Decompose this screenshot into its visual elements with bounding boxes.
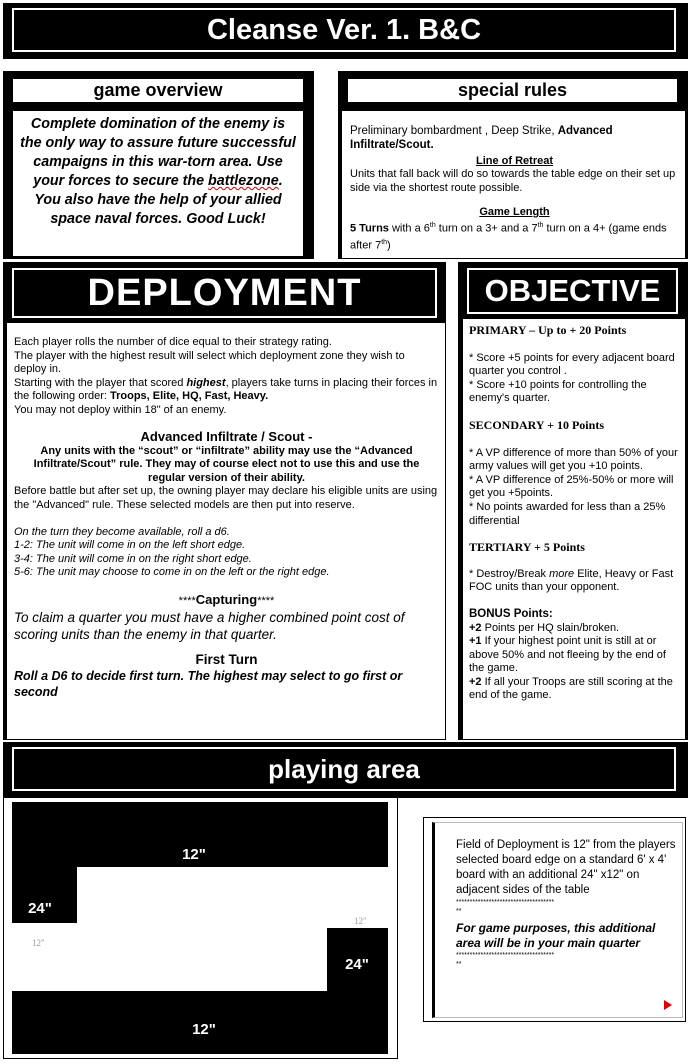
special-heading [347,78,678,103]
playing-area-map [3,797,398,1059]
deployment-heading [12,268,437,318]
label-right: 24" [345,956,369,973]
page-title [12,8,676,52]
tertiary-1: * Destroy/Break more Elite, Heavy or Fast FOC units than your opponent. [469,567,674,594]
label-bottom: 12" [192,1021,216,1038]
bonus-3: +2 If all your Troops are still scoring at the end of the game. [469,675,673,702]
page-title-text: Cleanse Ver. 1. B&C [206,13,482,46]
info-box [423,817,686,1022]
overview-box [12,110,304,257]
info-text: Field of Deployment is 12" from the players selected board edge on a standard 6' x 4' board with an additional 24" x12" on adjacent sides of the table [456,839,676,896]
first-turn-heading: First Turn [195,651,258,667]
length-text: 5 Turns with a 6th turn on a 3+ and a 7th turn on a 4+ (game ends after 7th) [350,222,667,252]
primary-title: PRIMARY – Up to + 20 Points [469,323,627,337]
secondary-2: * A VP difference of 25%-50% or more will get you +5points. [469,473,674,500]
info-box-content [456,838,678,969]
label-top: 12" [182,846,206,863]
special-heading-text: special rules [457,80,568,100]
overview-heading-text: game overview [93,80,223,100]
secondary-title: SECONDARY + 10 Points [469,417,604,432]
primary-2: * Score +10 points for controlling the enemy's quarter. [469,378,647,405]
deploy-p3: Starting with the player that scored highest, players take turns in placing their forces in the following order: Troops, Elite, HQ, Fast, Heavy. [14,376,438,403]
overview-text: Complete domination of the enemy is the only way to assure future successful campaigns in this war-torn area. Use your forces to secure the battlezone. You also have the help of your allied space naval forces. Good Luck! [20,116,296,227]
objective-heading-text: OBJECTIVE [484,273,661,308]
capturing-text: To claim a quarter you must have a higher combined point cost of scoring units than the enemy in that quarter. [14,609,405,642]
retreat-text: Units that fall back will do so towards the table edge on their set up side via the shortest route possible. [350,168,676,194]
deploy-p2: The player with the highest result will select which deployment zone they wish to deploy in. [14,349,405,376]
roll-1: 1-2: The unit will come in on the left short edge. [14,539,246,552]
objective-box [462,318,686,740]
objective-heading [467,268,678,314]
deployment-heading-text: DEPLOYMENT [87,271,362,314]
roll-3: 5-6: The unit may choose to come in on the left or the right edge. [14,566,330,579]
tertiary-title: TERTIARY + 5 Points [469,540,585,555]
info-stars-2: ************************************ [456,952,555,959]
first-turn-text: Roll a D6 to decide first turn. The highest may select to go first or second [14,668,403,699]
bonus-title: BONUS Points: [469,607,553,620]
primary-1: * Score +5 points for every adjacent board quarter you control . [469,351,675,378]
info-note: For game purposes, this additional area will be in your main quarter [456,921,656,950]
advanced-heading: Advanced Infiltrate / Scout - [140,428,313,444]
deployment-box [6,322,446,740]
capturing-heading: ****Capturing**** [178,591,275,607]
bonus-2: +1 If your highest point unit is still at or above 50% and not fleeing by the end of the game. [469,635,666,675]
secondary-3: * No points awarded for less than a 25% differential [469,500,666,527]
secondary-1: * A VP difference of more than 50% of your army values will get you +10 points. [469,446,678,473]
special-intro: Preliminary bombardment , Deep Strike, Advanced Infiltrate/Scout. [350,125,613,151]
overview-battlezone: battlezone [208,173,279,189]
special-box [341,110,686,259]
advanced-text: Before battle but after set up, the owning player may declare his eligible units are using the "Advanced" rule. These selected models are then put into reserve. [14,485,438,511]
dim-right: 12" [354,916,367,926]
advanced-bold: Any units with the “scout” or “infiltrate” ability may use the “Advanced Infiltrate/Scout” rule. They may of course elect not to use this and use the regular version of their ability. [33,444,420,484]
info-stars-1: ************************************ [456,899,555,906]
retreat-heading: Line of Retreat [475,155,553,167]
deploy-p1: Each player rolls the number of dice equal to their strategy rating. [14,336,332,348]
length-heading: Game Length [479,206,550,218]
info-stars-1b: ** [456,908,462,915]
overview-heading [12,78,304,103]
label-left: 24" [28,900,52,917]
playing-area-heading-text: playing area [268,753,420,784]
roll-intro: On the turn they become available, roll a d6. [14,525,230,538]
dim-left: 12" [32,938,45,948]
arrow-icon [664,1000,672,1010]
roll-2: 3-4: The unit will come in on the right short edge. [14,552,252,565]
deploy-p4: You may not deploy within 18" of an enemy. [14,403,227,416]
playing-area-heading [12,747,676,791]
info-stars-2b: ** [456,961,462,968]
bonus-1: +2 Points per HQ slain/broken. [469,621,620,634]
